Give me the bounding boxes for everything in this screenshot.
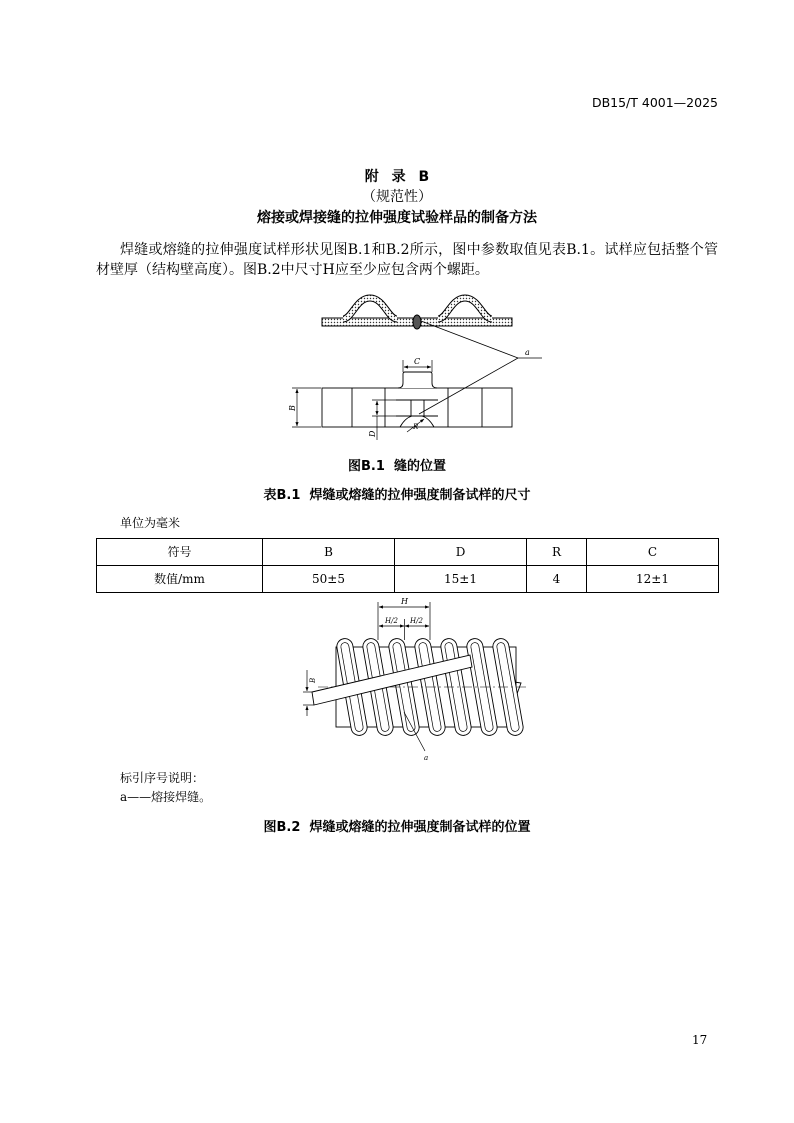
key-item-a: a——熔接焊缝。 <box>120 790 212 804</box>
table-unit-note: 单位为毫米 <box>120 516 181 530</box>
leader-line-top <box>421 321 518 358</box>
figure-b1-label-c: C <box>414 357 421 366</box>
figure-b1-label-r: R <box>413 423 419 431</box>
table-cell: 数值/mm <box>97 566 263 593</box>
neck-fillet-left <box>400 416 412 427</box>
weld-bead <box>398 372 437 388</box>
table-header-cell: R <box>527 539 587 566</box>
table-header-cell: 符号 <box>97 539 263 566</box>
document-code: DB15/T 4001—2025 <box>591 95 718 110</box>
table-row <box>97 566 719 593</box>
figure-b2-label-h-half-right: H/2 <box>410 617 423 625</box>
table-header-cell: D <box>395 539 527 566</box>
table-cell: 12±1 <box>587 566 719 593</box>
dimension-table <box>96 538 719 593</box>
table-b1-caption: 表B.1 焊缝或熔缝的拉伸强度制备试样的尺寸 <box>263 488 531 503</box>
body-paragraph: 焊缝或熔缝的拉伸强度试样形状见图B.1和B.2所示，图中参数取值见表B.1。试样应包括整个管材壁厚（结构壁高度）。图B.2中尺寸H应至少应包含两个螺距。 <box>96 242 718 278</box>
figure-b2-drawing <box>300 595 540 765</box>
figure-b1-drawing <box>280 285 560 445</box>
specimen-drawing <box>322 372 512 427</box>
figure-b2-caption: 图B.2 焊缝或熔缝的拉伸强度制备试样的位置 <box>263 820 531 835</box>
figure-b1-label-a: a <box>525 348 530 357</box>
neck-fillet-right <box>422 416 434 427</box>
figure-b1-label-d: D <box>368 430 377 437</box>
figure-b2-label-a: a <box>424 754 429 762</box>
table-header-row <box>97 539 719 566</box>
specimen-outline <box>322 388 512 427</box>
key-title: 标引序号说明： <box>120 771 205 785</box>
figure-b2-label-b: B <box>309 677 317 683</box>
table-cell: 15±1 <box>395 566 527 593</box>
table-cell: 50±5 <box>263 566 395 593</box>
weld-seam-mark <box>413 315 421 329</box>
figure-b2-label-h-half-left: H/2 <box>385 617 398 625</box>
figure-b1-caption: 图B.1 缝的位置 <box>348 459 446 474</box>
appendix-title: 熔接或焊接缝的拉伸强度试验样品的制备方法 <box>257 210 537 226</box>
appendix-label: 附 录 B <box>364 169 430 185</box>
page-number: 17 <box>692 1033 708 1047</box>
leader-line-bottom <box>419 358 518 414</box>
appendix-nature: （规范性） <box>362 189 432 205</box>
table-header-cell: C <box>587 539 719 566</box>
pipe-wall-profile <box>322 298 512 329</box>
figure-b1-label-b: B <box>288 405 297 411</box>
table-header-cell: B <box>263 539 395 566</box>
figure-b2-label-h: H <box>401 597 408 606</box>
table-cell: 4 <box>527 566 587 593</box>
